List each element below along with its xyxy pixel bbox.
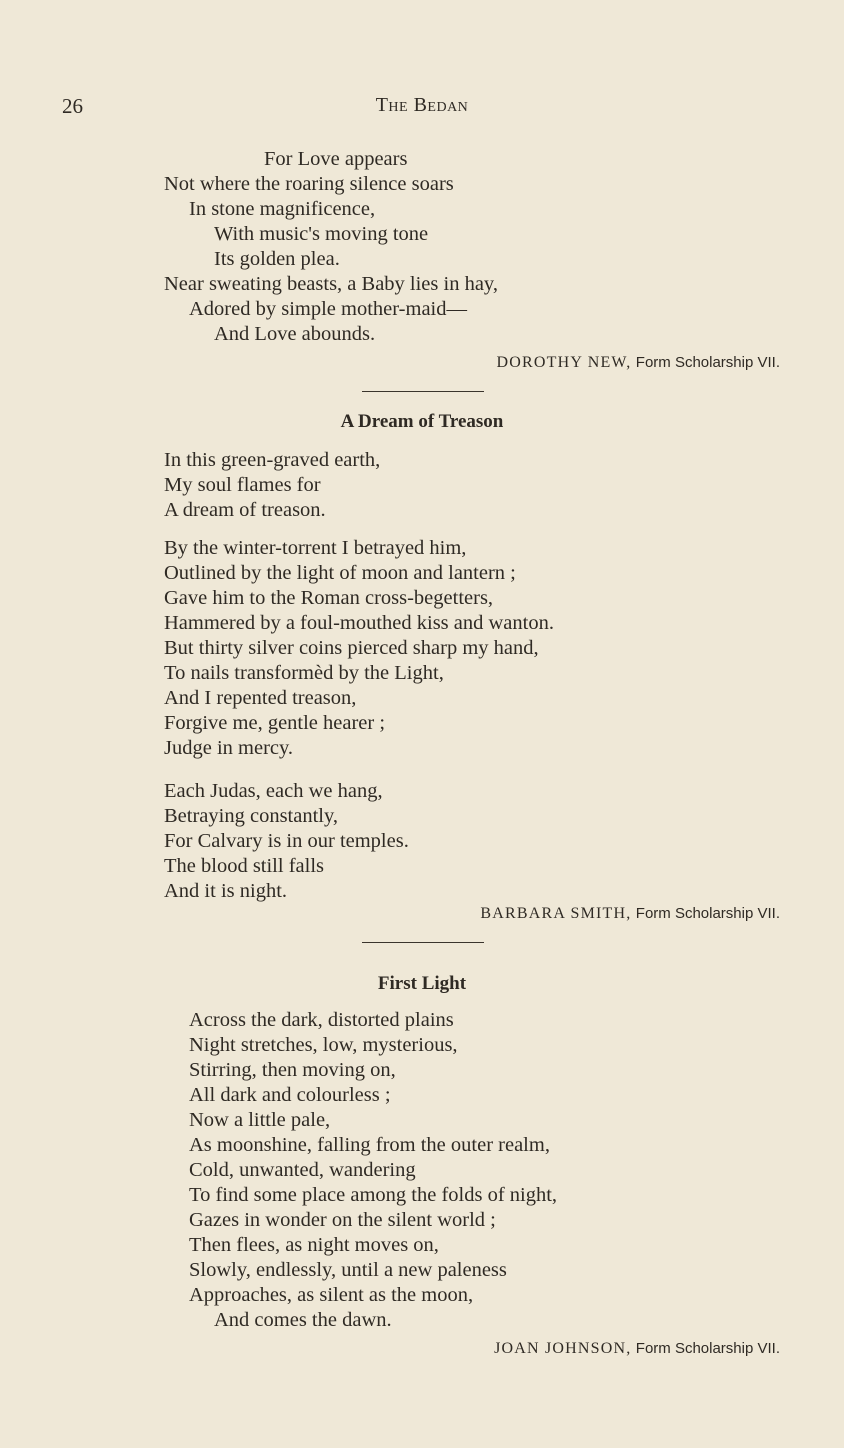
- poem-line: As moonshine, falling from the outer realm,: [189, 1134, 550, 1156]
- poem-byline: [494, 1340, 780, 1358]
- poem-line: And Love abounds.: [214, 323, 376, 345]
- poem-title: First Light: [377, 973, 467, 994]
- running-title: The Bedan: [375, 94, 469, 116]
- poem-line: Judge in mercy.: [164, 737, 294, 759]
- poem-line: Hammered by a foul-mouthed kiss and wanton.: [164, 612, 554, 634]
- section-divider: [362, 942, 484, 943]
- poem-line: Adored by simple mother-maid—: [189, 298, 467, 320]
- author-form: Form Scholarship VII.: [635, 1340, 780, 1357]
- poem-line: And it is night.: [164, 880, 288, 902]
- poem-line: Outlined by the light of moon and lantern ;: [164, 562, 516, 584]
- poem-line: With music's moving tone: [214, 223, 429, 245]
- author-name: DOROTHY NEW,: [496, 354, 632, 371]
- poem-byline: [480, 905, 780, 923]
- poem-line: And comes the dawn.: [214, 1309, 392, 1331]
- poem-line: Across the dark, distorted plains: [189, 1009, 454, 1031]
- poem-line: Stirring, then moving on,: [189, 1059, 396, 1081]
- poem-line: The blood still falls: [164, 855, 324, 877]
- poem-line: In this green-graved earth,: [164, 449, 381, 471]
- poem-line: Night stretches, low, mysterious,: [189, 1034, 458, 1056]
- author-name: BARBARA SMITH,: [480, 905, 632, 922]
- poem-line: To find some place among the folds of night,: [189, 1184, 558, 1206]
- author-name: JOAN JOHNSON,: [494, 1340, 632, 1357]
- poem-line: Then flees, as night moves on,: [189, 1234, 439, 1256]
- author-form: Form Scholarship VII.: [635, 354, 780, 371]
- poem-line: But thirty silver coins pierced sharp my hand,: [164, 637, 539, 659]
- poem-line: Approaches, as silent as the moon,: [189, 1284, 474, 1306]
- poem-line: A dream of treason.: [164, 499, 326, 521]
- poem-line: Near sweating beasts, a Baby lies in hay,: [164, 273, 498, 295]
- poem-byline: [496, 354, 780, 372]
- author-form: Form Scholarship VII.: [635, 905, 780, 922]
- poem-title: A Dream of Treason: [340, 411, 504, 432]
- poem-line: My soul flames for: [164, 474, 321, 496]
- poem-line: For Love appears: [264, 148, 408, 170]
- section-divider: [362, 391, 484, 392]
- page-number: 26: [62, 94, 83, 118]
- page-header: [0, 94, 844, 124]
- poem-line: Now a little pale,: [189, 1109, 331, 1131]
- poem-line: Each Judas, each we hang,: [164, 780, 383, 802]
- poem-line: For Calvary is in our temples.: [164, 830, 409, 852]
- poem-line: All dark and colourless ;: [189, 1084, 391, 1106]
- poem-line: By the winter-torrent I betrayed him,: [164, 537, 467, 559]
- poem-line: Gave him to the Roman cross-begetters,: [164, 587, 494, 609]
- poem-line: Not where the roaring silence soars: [164, 173, 454, 195]
- poem-line: Forgive me, gentle hearer ;: [164, 712, 386, 734]
- poem-line: Slowly, endlessly, until a new paleness: [189, 1259, 507, 1281]
- poem-line: To nails transformèd by the Light,: [164, 662, 444, 684]
- poem-line: Betraying constantly,: [164, 805, 339, 827]
- poem-line: Its golden plea.: [214, 248, 340, 270]
- poem-line: And I repented treason,: [164, 687, 357, 709]
- poem-line: In stone magnificence,: [189, 198, 376, 220]
- poem-line: Cold, unwanted, wandering: [189, 1159, 416, 1181]
- poem-line: Gazes in wonder on the silent world ;: [189, 1209, 496, 1231]
